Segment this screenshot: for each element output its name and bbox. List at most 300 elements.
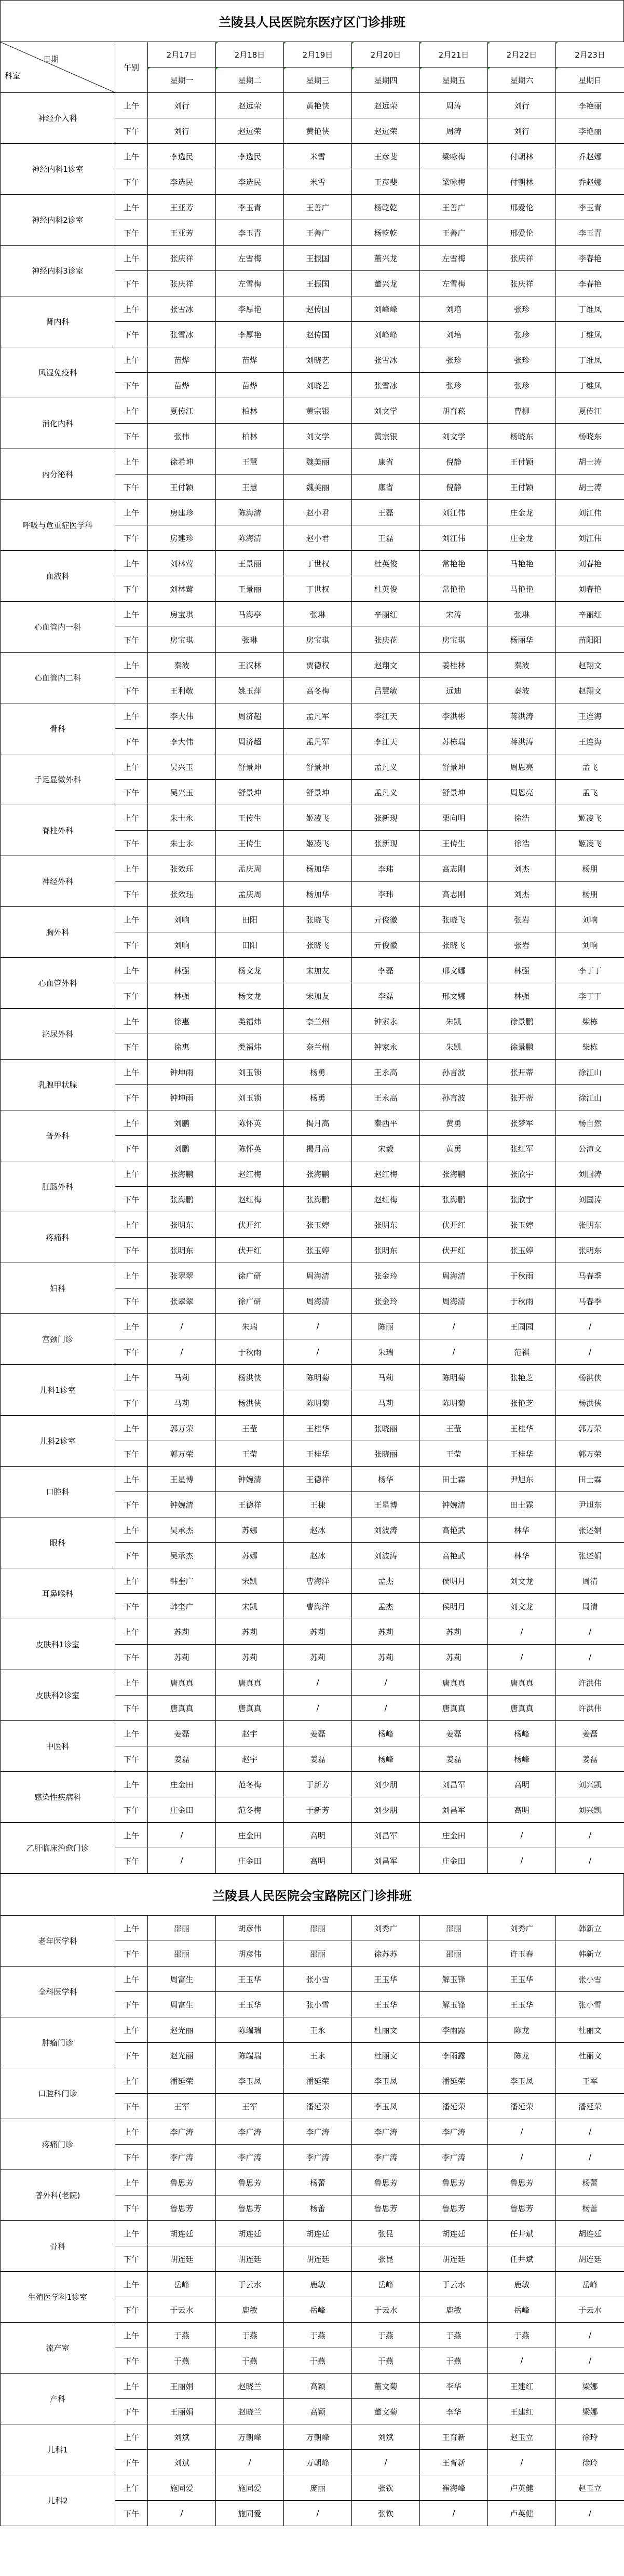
doctor-cell: / bbox=[556, 2501, 624, 2526]
doctor-cell: 钟婉清 bbox=[420, 1492, 488, 1517]
doctor-cell: 张开蒂 bbox=[488, 1085, 556, 1110]
doctor-cell: 苏莉 bbox=[148, 1619, 216, 1645]
doctor-cell: / bbox=[352, 1670, 420, 1696]
doctor-cell: 张岩 bbox=[488, 907, 556, 932]
doctor-cell: 舒景坤 bbox=[420, 754, 488, 780]
table-row bbox=[1, 1772, 624, 1797]
doctor-cell: / bbox=[488, 1619, 556, 1645]
doctor-cell: 付朝林 bbox=[488, 144, 556, 169]
doctor-cell: 王军 bbox=[556, 2068, 624, 2094]
doctor-cell: 孙言波 bbox=[420, 1060, 488, 1085]
date-header: 2月18日 bbox=[216, 42, 284, 67]
department-name: 肾内科 bbox=[1, 296, 115, 347]
table-row bbox=[1, 246, 624, 271]
doctor-cell: 解玉锋 bbox=[420, 1992, 488, 2017]
table-row bbox=[1, 907, 624, 932]
period-am-label: 上午 bbox=[115, 1670, 148, 1696]
doctor-cell: 杨洪侠 bbox=[556, 1390, 624, 1416]
doctor-cell: 高明 bbox=[488, 1797, 556, 1823]
table-row bbox=[1, 93, 624, 118]
doctor-cell: 张小雪 bbox=[556, 1967, 624, 1992]
doctor-cell: 王善广 bbox=[284, 220, 352, 246]
doctor-cell: 秦西平 bbox=[352, 1110, 420, 1136]
department-name: 神经内科2诊室 bbox=[1, 195, 115, 246]
doctor-cell: 王莹 bbox=[216, 1441, 284, 1467]
doctor-cell: / bbox=[556, 1848, 624, 1874]
department-name: 生殖医学科1诊室 bbox=[1, 2272, 115, 2323]
doctor-cell: 王莹 bbox=[216, 1416, 284, 1441]
doctor-cell: 张效珏 bbox=[148, 882, 216, 907]
department-name: 胸外科 bbox=[1, 907, 115, 958]
doctor-cell: / bbox=[556, 1619, 624, 1645]
doctor-cell: 林强 bbox=[488, 958, 556, 983]
period-pm-label: 下午 bbox=[115, 1187, 148, 1212]
doctor-cell: 吴承杰 bbox=[148, 1543, 216, 1568]
doctor-cell: 张玉婷 bbox=[488, 1238, 556, 1263]
doctor-cell: 杨丽华 bbox=[488, 627, 556, 653]
doctor-cell: 赵冰 bbox=[284, 1543, 352, 1568]
period-am-label: 上午 bbox=[115, 449, 148, 474]
department-name: 风湿免疫科 bbox=[1, 347, 115, 398]
period-pm-label: 下午 bbox=[115, 1848, 148, 1874]
doctor-cell: 徐江山 bbox=[556, 1060, 624, 1085]
period-am-label: 上午 bbox=[115, 754, 148, 780]
doctor-cell: 孟杰 bbox=[352, 1568, 420, 1594]
doctor-cell: 揭月高 bbox=[284, 1136, 352, 1161]
doctor-cell: 徐广研 bbox=[216, 1263, 284, 1289]
period-am-label: 上午 bbox=[115, 246, 148, 271]
period-pm-label: 下午 bbox=[115, 678, 148, 703]
doctor-cell: 宋毅 bbox=[352, 1136, 420, 1161]
doctor-cell: 苏娜 bbox=[216, 1543, 284, 1568]
department-name: 肛肠外科 bbox=[1, 1161, 115, 1212]
doctor-cell: 杨峰 bbox=[488, 1746, 556, 1772]
doctor-cell: 姜桂林 bbox=[420, 653, 488, 678]
doctor-cell: 张珍 bbox=[488, 347, 556, 373]
doctor-cell: 王星博 bbox=[352, 1492, 420, 1517]
doctor-cell: 刘兴凯 bbox=[556, 1797, 624, 1823]
doctor-cell: 苏莉 bbox=[148, 1645, 216, 1670]
doctor-cell: / bbox=[284, 2501, 352, 2526]
department-name: 肿瘤门诊 bbox=[1, 2017, 115, 2068]
doctor-cell: 孟凡军 bbox=[284, 703, 352, 729]
doctor-cell: 吴承杰 bbox=[148, 1517, 216, 1543]
doctor-cell: 王连海 bbox=[556, 703, 624, 729]
doctor-cell: 赵远荣 bbox=[352, 93, 420, 118]
doctor-cell: 亓俊徽 bbox=[352, 932, 420, 958]
doctor-cell: 刘行 bbox=[148, 93, 216, 118]
doctor-cell: 胡连廷 bbox=[556, 2221, 624, 2246]
period-pm-label: 下午 bbox=[115, 1594, 148, 1619]
doctor-cell: 范冬梅 bbox=[216, 1772, 284, 1797]
doctor-cell: 宋涛 bbox=[420, 602, 488, 627]
doctor-cell: 揭月高 bbox=[284, 1110, 352, 1136]
doctor-cell: 刘文龙 bbox=[488, 1568, 556, 1594]
doctor-cell: 左雪梅 bbox=[420, 271, 488, 296]
doctor-cell: / bbox=[488, 2450, 556, 2475]
doctor-cell: / bbox=[148, 1339, 216, 1365]
department-name: 儿科1诊室 bbox=[1, 1365, 115, 1416]
doctor-cell: 潘延荣 bbox=[148, 2068, 216, 2094]
doctor-cell: 李玉青 bbox=[216, 195, 284, 220]
doctor-cell: 张琳 bbox=[216, 627, 284, 653]
period-am-label: 上午 bbox=[115, 1467, 148, 1492]
doctor-cell: 范冬梅 bbox=[216, 1797, 284, 1823]
doctor-cell: / bbox=[556, 2119, 624, 2145]
doctor-cell: 李华 bbox=[420, 2374, 488, 2399]
doctor-cell: 张红军 bbox=[488, 1136, 556, 1161]
doctor-cell: 刘昌军 bbox=[352, 1823, 420, 1848]
doctor-cell: 黄艳侠 bbox=[284, 93, 352, 118]
doctor-cell: 庄金田 bbox=[148, 1797, 216, 1823]
doctor-cell: 许玉春 bbox=[488, 1941, 556, 1967]
doctor-cell: 倪静 bbox=[420, 474, 488, 500]
schedule-table-east bbox=[0, 42, 624, 1874]
period-am-label: 上午 bbox=[115, 1772, 148, 1797]
doctor-cell: 徐玲 bbox=[556, 2450, 624, 2475]
period-am-label: 上午 bbox=[115, 347, 148, 373]
doctor-cell: 赵玉立 bbox=[556, 2475, 624, 2501]
doctor-cell: 远迪 bbox=[420, 678, 488, 703]
doctor-cell: 潘延荣 bbox=[556, 2094, 624, 2119]
doctor-cell: 张钦 bbox=[352, 2475, 420, 2501]
period-pm-label: 下午 bbox=[115, 1238, 148, 1263]
doctor-cell: 陈丽 bbox=[352, 1314, 420, 1339]
doctor-cell: 邵丽 bbox=[148, 1916, 216, 1941]
doctor-cell: 曹柳 bbox=[488, 398, 556, 424]
doctor-cell: 梁娜 bbox=[556, 2399, 624, 2424]
doctor-cell: 庞丽 bbox=[284, 2475, 352, 2501]
table-row bbox=[1, 754, 624, 780]
doctor-cell: 刘江伟 bbox=[556, 525, 624, 551]
doctor-cell: 张海鹏 bbox=[284, 1187, 352, 1212]
table-row bbox=[1, 1721, 624, 1746]
doctor-cell: 王连海 bbox=[556, 729, 624, 754]
doctor-cell: 伏开红 bbox=[420, 1238, 488, 1263]
doctor-cell: 房宝琪 bbox=[284, 627, 352, 653]
weekday-header: 星期五 bbox=[420, 67, 488, 93]
doctor-cell: 马春季 bbox=[556, 1263, 624, 1289]
doctor-cell: 李丁丁 bbox=[556, 958, 624, 983]
doctor-cell: 韩奎广 bbox=[148, 1594, 216, 1619]
doctor-cell: 苏莉 bbox=[420, 1645, 488, 1670]
period-am-label: 上午 bbox=[115, 1161, 148, 1187]
doctor-cell: 赵宇 bbox=[216, 1721, 284, 1746]
doctor-cell: 韩新立 bbox=[556, 1916, 624, 1941]
doctor-cell: 王丽娟 bbox=[148, 2374, 216, 2399]
period-pm-label: 下午 bbox=[115, 2501, 148, 2526]
cell-marker-icon bbox=[216, 42, 218, 44]
period-am-label: 上午 bbox=[115, 653, 148, 678]
doctor-cell: 李雨露 bbox=[420, 2043, 488, 2068]
table-row bbox=[1, 805, 624, 831]
doctor-cell: 唐真真 bbox=[216, 1696, 284, 1721]
doctor-cell: 于云水 bbox=[148, 2297, 216, 2323]
doctor-cell: 钟婉清 bbox=[148, 1492, 216, 1517]
doctor-cell: 姜磊 bbox=[148, 1746, 216, 1772]
table-row bbox=[1, 1212, 624, 1238]
doctor-cell: 张小雪 bbox=[284, 1992, 352, 2017]
doctor-cell: 庄金田 bbox=[420, 1823, 488, 1848]
doctor-cell: 张新现 bbox=[352, 805, 420, 831]
doctor-cell: 李广涛 bbox=[352, 2145, 420, 2170]
doctor-cell: 左雪梅 bbox=[420, 246, 488, 271]
table-row bbox=[1, 144, 624, 169]
doctor-cell: 张晓丽 bbox=[352, 1441, 420, 1467]
department-name: 乙肝临床治愈门诊 bbox=[1, 1823, 115, 1874]
doctor-cell: 王园园 bbox=[488, 1314, 556, 1339]
doctor-cell: 李选民 bbox=[216, 169, 284, 195]
doctor-cell: 张雪冰 bbox=[148, 296, 216, 322]
doctor-cell: 于燕 bbox=[216, 2323, 284, 2348]
department-name: 普外科 bbox=[1, 1110, 115, 1161]
doctor-cell: 杨洪侠 bbox=[216, 1365, 284, 1390]
doctor-cell: 高志刚 bbox=[420, 882, 488, 907]
doctor-cell: 邵丽 bbox=[420, 1941, 488, 1967]
cell-marker-icon bbox=[488, 42, 490, 44]
doctor-cell: 许洪伟 bbox=[556, 1670, 624, 1696]
doctor-cell: 周海清 bbox=[284, 1289, 352, 1314]
period-pm-label: 下午 bbox=[115, 1492, 148, 1517]
doctor-cell: 孟凡义 bbox=[352, 780, 420, 805]
department-name: 神经内科1诊室 bbox=[1, 144, 115, 195]
doctor-cell: / bbox=[284, 1696, 352, 1721]
period-pm-label: 下午 bbox=[115, 576, 148, 602]
doctor-cell: 周涛 bbox=[420, 118, 488, 144]
period-am-label: 上午 bbox=[115, 2475, 148, 2501]
doctor-cell: 许洪伟 bbox=[556, 1696, 624, 1721]
doctor-cell: 胡连廷 bbox=[284, 2221, 352, 2246]
doctor-cell: 秦波 bbox=[488, 678, 556, 703]
doctor-cell: 丁世权 bbox=[284, 576, 352, 602]
doctor-cell: 李选民 bbox=[148, 169, 216, 195]
doctor-cell: 丁维凤 bbox=[556, 322, 624, 347]
doctor-cell: 王亚芳 bbox=[148, 195, 216, 220]
doctor-cell: 赵光丽 bbox=[148, 2017, 216, 2043]
doctor-cell: 钟家永 bbox=[352, 1009, 420, 1034]
doctor-cell: 张钦 bbox=[352, 2501, 420, 2526]
doctor-cell: 周海清 bbox=[420, 1263, 488, 1289]
department-name: 乳腺甲状腺 bbox=[1, 1060, 115, 1110]
doctor-cell: 宋凯 bbox=[216, 1594, 284, 1619]
period-am-label: 上午 bbox=[115, 195, 148, 220]
doctor-cell: 张庆祥 bbox=[488, 271, 556, 296]
doctor-cell: 潘延荣 bbox=[284, 2094, 352, 2119]
doctor-cell: 刘江伟 bbox=[420, 500, 488, 525]
doctor-cell: 王永 bbox=[284, 2017, 352, 2043]
doctor-cell: 鲁思芳 bbox=[352, 2170, 420, 2195]
doctor-cell: 徐广研 bbox=[216, 1289, 284, 1314]
doctor-cell: 刘鹏 bbox=[148, 1110, 216, 1136]
doctor-cell: 张金玲 bbox=[352, 1263, 420, 1289]
doctor-cell: 奈兰州 bbox=[284, 1034, 352, 1060]
doctor-cell: 王德祥 bbox=[216, 1492, 284, 1517]
table-row bbox=[1, 1263, 624, 1289]
doctor-cell: 张新现 bbox=[352, 831, 420, 856]
doctor-cell: 孟飞 bbox=[556, 754, 624, 780]
doctor-cell: 张珍 bbox=[488, 296, 556, 322]
doctor-cell: 刘行 bbox=[148, 118, 216, 144]
doctor-cell: 邢文娜 bbox=[420, 958, 488, 983]
doctor-cell: 苗烨 bbox=[216, 347, 284, 373]
doctor-cell: 李洪彬 bbox=[420, 703, 488, 729]
doctor-cell: 柏林 bbox=[216, 424, 284, 449]
doctor-cell: 杨朋 bbox=[556, 856, 624, 882]
doctor-cell: 陈怀英 bbox=[216, 1110, 284, 1136]
doctor-cell: 李厚艳 bbox=[216, 296, 284, 322]
doctor-cell: 唐真真 bbox=[148, 1670, 216, 1696]
doctor-cell: 王军 bbox=[148, 2094, 216, 2119]
table-row bbox=[1, 1365, 624, 1390]
doctor-cell: 王棣 bbox=[284, 1492, 352, 1517]
doctor-cell: 张玉婷 bbox=[488, 1212, 556, 1238]
doctor-cell: / bbox=[148, 1314, 216, 1339]
doctor-cell: 米雪 bbox=[284, 169, 352, 195]
period-am-label: 上午 bbox=[115, 296, 148, 322]
period-am-label: 上午 bbox=[115, 805, 148, 831]
doctor-cell: 李广涛 bbox=[148, 2119, 216, 2145]
department-name: 神经内科3诊室 bbox=[1, 246, 115, 296]
doctor-cell: 赵翔文 bbox=[352, 653, 420, 678]
department-name: 儿科2 bbox=[1, 2475, 115, 2526]
doctor-cell: 姬凌飞 bbox=[284, 831, 352, 856]
doctor-cell: 王传生 bbox=[216, 831, 284, 856]
doctor-cell: 于云水 bbox=[420, 2272, 488, 2297]
doctor-cell: 陈明菊 bbox=[420, 1390, 488, 1416]
doctor-cell: 任井斌 bbox=[488, 2246, 556, 2272]
doctor-cell: 张海鹏 bbox=[148, 1187, 216, 1212]
doctor-cell: / bbox=[556, 2348, 624, 2374]
doctor-cell: 刘昌军 bbox=[420, 1797, 488, 1823]
doctor-cell: 张明东 bbox=[352, 1212, 420, 1238]
doctor-cell: 苏莉 bbox=[284, 1645, 352, 1670]
cell-marker-icon bbox=[284, 67, 286, 70]
doctor-cell: / bbox=[556, 1645, 624, 1670]
doctor-cell: 王景丽 bbox=[216, 576, 284, 602]
period-pm-label: 下午 bbox=[115, 1941, 148, 1967]
doctor-cell: 王玉华 bbox=[216, 1992, 284, 2017]
doctor-cell: 杨蕾 bbox=[284, 2195, 352, 2221]
doctor-cell: 李玉凤 bbox=[352, 2094, 420, 2119]
doctor-cell: 米雪 bbox=[284, 144, 352, 169]
doctor-cell: 左雪梅 bbox=[216, 271, 284, 296]
table-row bbox=[1, 703, 624, 729]
doctor-cell: 苏莉 bbox=[352, 1619, 420, 1645]
doctor-cell: 杨蕾 bbox=[556, 2170, 624, 2195]
doctor-cell: 岳峰 bbox=[556, 2272, 624, 2297]
doctor-cell: 刘培 bbox=[420, 296, 488, 322]
doctor-cell: 赵红梅 bbox=[352, 1187, 420, 1212]
doctor-cell: 王桂华 bbox=[488, 1416, 556, 1441]
doctor-cell: 陈怀英 bbox=[216, 1136, 284, 1161]
doctor-cell: 苗烨 bbox=[148, 347, 216, 373]
period-pm-label: 下午 bbox=[115, 2246, 148, 2272]
doctor-cell: 刘波涛 bbox=[352, 1517, 420, 1543]
doctor-cell: 张明东 bbox=[352, 1238, 420, 1263]
department-name: 神经外科 bbox=[1, 856, 115, 907]
doctor-cell: 高明 bbox=[284, 1848, 352, 1874]
doctor-cell: 类福炜 bbox=[216, 1034, 284, 1060]
period-am-label: 上午 bbox=[115, 1823, 148, 1848]
doctor-cell: 朱凯 bbox=[420, 1034, 488, 1060]
doctor-cell: 王汉林 bbox=[216, 653, 284, 678]
department-name: 手足显微外科 bbox=[1, 754, 115, 805]
doctor-cell: 杨加华 bbox=[284, 856, 352, 882]
table-row bbox=[1, 1009, 624, 1034]
doctor-cell: 赵冰 bbox=[284, 1517, 352, 1543]
table-row bbox=[1, 2374, 624, 2399]
doctor-cell: 王善广 bbox=[420, 195, 488, 220]
doctor-cell: 苗阳阳 bbox=[556, 627, 624, 653]
doctor-cell: 鲁思芳 bbox=[488, 2170, 556, 2195]
department-name: 老年医学科 bbox=[1, 1916, 115, 1967]
doctor-cell: 王玉华 bbox=[488, 1967, 556, 1992]
doctor-cell: 张岩 bbox=[488, 932, 556, 958]
doctor-cell: 杜英俊 bbox=[352, 576, 420, 602]
table-row bbox=[1, 2424, 624, 2450]
doctor-cell: 王振国 bbox=[284, 271, 352, 296]
doctor-cell: 尹旭东 bbox=[556, 1492, 624, 1517]
doctor-cell: 郭万荣 bbox=[556, 1441, 624, 1467]
doctor-cell: 王磊 bbox=[352, 525, 420, 551]
doctor-cell: 周恩亮 bbox=[488, 754, 556, 780]
period-pm-label: 下午 bbox=[115, 2195, 148, 2221]
doctor-cell: 马莉 bbox=[148, 1390, 216, 1416]
doctor-cell: 鲁思芳 bbox=[148, 2195, 216, 2221]
doctor-cell: 钟坤雨 bbox=[148, 1060, 216, 1085]
cell-marker-icon bbox=[556, 42, 558, 44]
department-name: 心血管内一科 bbox=[1, 602, 115, 653]
doctor-cell: 李雨露 bbox=[420, 2017, 488, 2043]
doctor-cell: 尹旭东 bbox=[488, 1467, 556, 1492]
period-pm-label: 下午 bbox=[115, 525, 148, 551]
doctor-cell: 庄金龙 bbox=[488, 525, 556, 551]
period-am-label: 上午 bbox=[115, 398, 148, 424]
doctor-cell: 唐真真 bbox=[420, 1670, 488, 1696]
doctor-cell: 唐真真 bbox=[488, 1670, 556, 1696]
doctor-cell: 鹿敏 bbox=[420, 2297, 488, 2323]
doctor-cell: 贾德权 bbox=[284, 653, 352, 678]
period-am-label: 上午 bbox=[115, 2119, 148, 2145]
doctor-cell: 于云水 bbox=[216, 2272, 284, 2297]
period-pm-label: 下午 bbox=[115, 831, 148, 856]
doctor-cell: 解玉锋 bbox=[420, 1967, 488, 1992]
doctor-cell: 高冬梅 bbox=[284, 678, 352, 703]
doctor-cell: 侯明月 bbox=[420, 1568, 488, 1594]
weekday-header: 星期一 bbox=[148, 67, 216, 93]
doctor-cell: 崔海峰 bbox=[420, 2475, 488, 2501]
doctor-cell: 林强 bbox=[148, 983, 216, 1009]
doctor-cell: 李春艳 bbox=[556, 271, 624, 296]
doctor-cell: 宋加友 bbox=[284, 983, 352, 1009]
doctor-cell: 王桂华 bbox=[488, 1441, 556, 1467]
doctor-cell: 刘波涛 bbox=[352, 1543, 420, 1568]
doctor-cell: 杨峰 bbox=[352, 1746, 420, 1772]
period-am-label: 上午 bbox=[115, 1365, 148, 1390]
doctor-cell: 潘延荣 bbox=[488, 2094, 556, 2119]
doctor-cell: 黄宗银 bbox=[352, 424, 420, 449]
doctor-cell: 于燕 bbox=[148, 2323, 216, 2348]
doctor-cell: / bbox=[148, 1848, 216, 1874]
department-name: 疼痛门诊 bbox=[1, 2119, 115, 2170]
date-header: 2月23日 bbox=[556, 42, 624, 67]
doctor-cell: 夏传江 bbox=[556, 398, 624, 424]
doctor-cell: 张晓丽 bbox=[352, 1416, 420, 1441]
doctor-cell: 鲁思芳 bbox=[216, 2170, 284, 2195]
doctor-cell: 张晓飞 bbox=[284, 932, 352, 958]
doctor-cell: 张翠翠 bbox=[148, 1289, 216, 1314]
department-name: 消化内科 bbox=[1, 398, 115, 449]
